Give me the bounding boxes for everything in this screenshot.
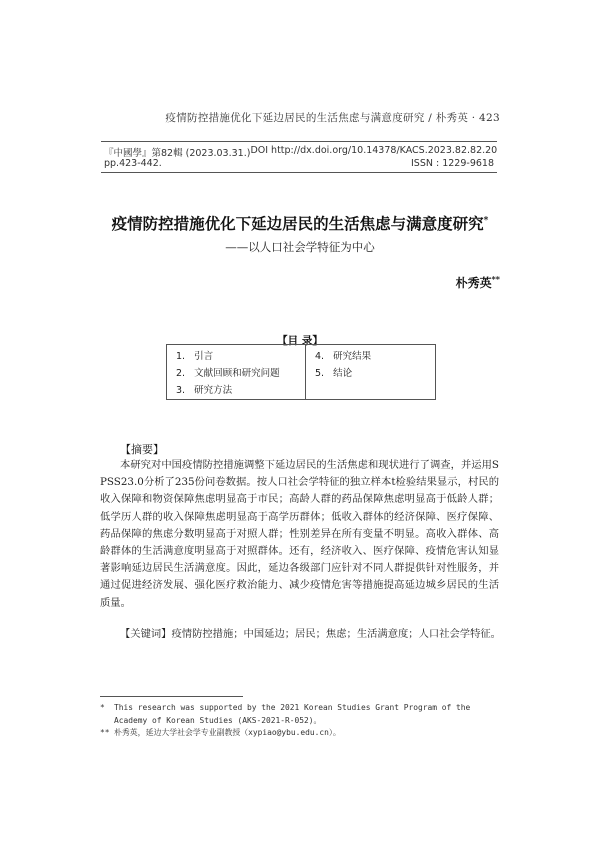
paper-subtitle: ——以人口社会学特征为中心: [225, 240, 375, 254]
toc-item-label: 引言: [194, 351, 214, 362]
abstract-body: 本研究对中国疫情防控措施调整下延边居民的生活焦虑和现状进行了调查，并运用SPSS23.0分析了235份问卷数据。按人口社会学特征的独立样本t检验结果显示，村民的收入保障和物资保障焦虑明显高于市民；高龄人群的药品保障焦虑明显高于低龄人群；低学历人群的收入保障焦虑明显高于高学历群体；低收入群体的经济保障、医疗保障、药品保障的焦虑分数明显高于对照人群；性别差异在所有变量不明显。高收入群体、高龄群体的生活满意度明显高于对照群体。还有，经济收入、医疗保障、疫情危害认知显著影响延边居民生活满意度。因此，延边各级部门应针对不同人群提供针对性服务，并通过促进经济发展、强化医疗救治能力、减少疫情危害等措施提高延边城乡居民的生活质量。: [100, 459, 499, 609]
abstract-heading: 【摘要】: [120, 443, 164, 456]
footnote: [100, 702, 502, 727]
author-name: 朴秀英: [455, 276, 492, 290]
page-range: pp.423-442.: [104, 158, 162, 169]
table-of-contents: [166, 344, 436, 400]
doi-link[interactable]: DOI http://dx.doi.org/10.14378/KACS.2023.82.82.20: [250, 145, 498, 156]
footnote-text: 朴秀英，延边大学社会学专业副教授（xypiao@ybu.edu.cn）。: [114, 728, 341, 737]
journal-info: 『中國學』第82輯 (2023.03.31.): [104, 148, 251, 159]
footnote-text: This research was supported by the 2021 Korean Studies Grant Program of the Academy of Korean Studies (AKS-2021-R-052)。: [114, 703, 471, 725]
toc-item-number: 2.: [176, 368, 186, 379]
footnote-mark: **: [100, 728, 110, 737]
footnotes: [100, 702, 502, 740]
toc-item: [176, 382, 305, 399]
running-header: 疫情防控措施优化下延边居民的生活焦虑与满意度研究 / 朴秀英 · 423: [165, 112, 500, 124]
author: [456, 274, 500, 291]
paper-title: [0, 212, 600, 234]
author-footnote-mark: **: [491, 274, 500, 284]
meta-row-1: [104, 145, 498, 159]
toc-item-label: 结论: [333, 368, 353, 379]
footnote-divider: [100, 696, 243, 697]
article-meta-box: [101, 141, 497, 173]
toc-item-label: 文献回顾和研究问题: [194, 368, 280, 379]
toc-item-number: 5.: [315, 368, 325, 379]
keywords: 【关键词】疫情防控措施；中国延边；居民；焦虑；生活满意度；人口社会学特征。: [120, 628, 501, 640]
toc-item-number: 3.: [176, 385, 186, 396]
footnote: [100, 727, 502, 740]
toc-item-label: 研究方法: [194, 385, 233, 396]
toc-item: [315, 348, 435, 365]
toc-item-number: 1.: [176, 351, 186, 362]
toc-column-left: [167, 345, 306, 399]
footnote-mark: *: [100, 703, 105, 712]
toc-heading: 【目 录】: [277, 335, 323, 347]
title-footnote-mark: *: [483, 215, 489, 226]
meta-row-2: [104, 158, 494, 169]
toc-column-right: [306, 345, 435, 399]
toc-item-label: 研究结果: [333, 351, 372, 362]
issn: ISSN : 1229-9618: [411, 158, 494, 169]
paper-title-text: 疫情防控措施优化下延边居民的生活焦虑与满意度研究: [111, 214, 484, 233]
toc-item: [176, 365, 305, 382]
toc-item: [315, 365, 435, 382]
toc-item: [176, 348, 305, 365]
toc-item-number: 4.: [315, 351, 325, 362]
